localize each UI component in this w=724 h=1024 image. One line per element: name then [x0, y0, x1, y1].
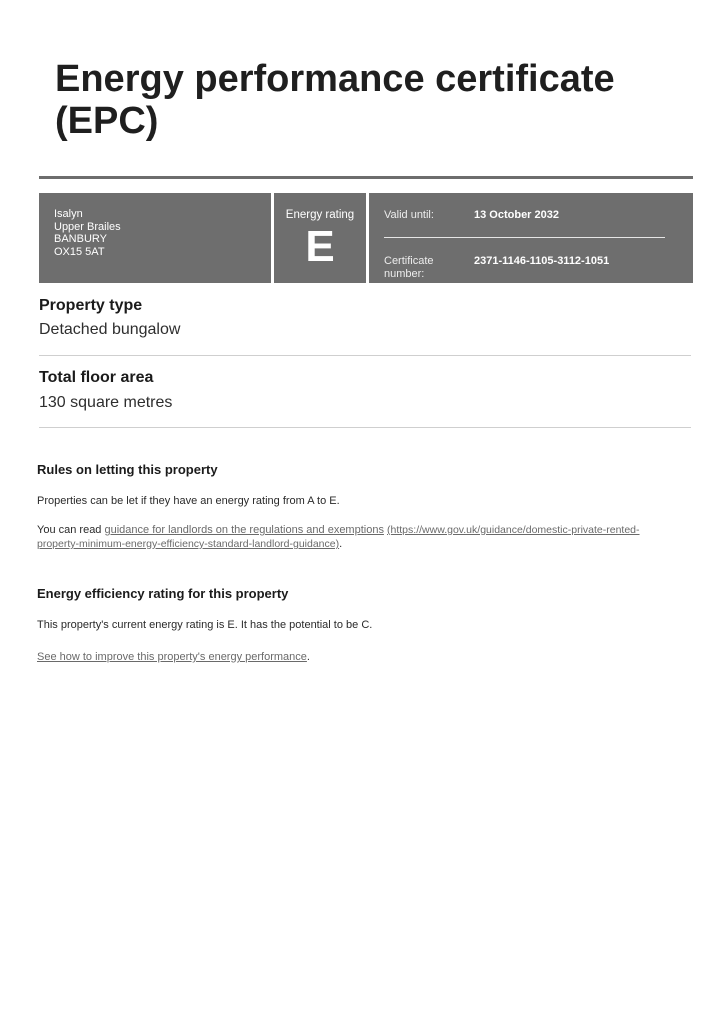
- section-divider: [39, 355, 691, 356]
- property-address: [39, 193, 271, 283]
- certificate-number: 2371-1146-1105-3112-1051: [474, 255, 610, 267]
- landlord-guidance-url[interactable]: (https://www.gov.uk/guidance/domestic-private-rented-property-minimum-energy-efficiency-standard-landlord-guidance): [37, 524, 640, 550]
- page-title-line-2: (EPC): [55, 100, 159, 142]
- title-divider: [39, 176, 693, 179]
- section-divider: [39, 427, 691, 428]
- certificate-number-label: Certificate number:: [384, 255, 434, 280]
- page-title: [55, 58, 675, 142]
- address-line: OX15 5AT: [54, 245, 105, 258]
- meta-divider: [384, 237, 665, 238]
- page-title-line-1: Energy performance certificate: [55, 58, 615, 100]
- floor-area-label: Total floor area: [39, 369, 154, 386]
- address-line: Upper Brailes: [54, 220, 121, 233]
- letting-rules-text: Properties can be let if they have an energy rating from A to E.: [37, 495, 340, 507]
- landlord-guidance-link[interactable]: guidance for landlords on the regulations and exemptions: [104, 524, 384, 536]
- floor-area-value: 130 square metres: [39, 394, 173, 411]
- letting-rules-heading: Rules on letting this property: [37, 462, 218, 477]
- energy-rating-letter: E: [305, 222, 335, 271]
- improve-performance-link[interactable]: See how to improve this property's energy performance: [37, 651, 307, 663]
- address-line: BANBURY: [54, 233, 107, 245]
- energy-efficiency-text: This property's current energy rating is E. It has the potential to be C.: [37, 619, 373, 631]
- property-type-value: Detached bungalow: [39, 321, 181, 338]
- energy-rating-label: Energy rating: [285, 209, 355, 221]
- property-type-label: Property type: [39, 297, 143, 314]
- improve-performance-suffix: .: [306, 651, 310, 663]
- letting-guidance-paragraph: [37, 523, 677, 551]
- address-line: Isalyn: [54, 208, 83, 220]
- energy-efficiency-heading: Energy efficiency rating for this property: [37, 586, 289, 601]
- letting-guidance-prefix: You can read: [37, 524, 105, 536]
- valid-until-label: Valid until:: [384, 209, 434, 221]
- certificate-summary-banner: [39, 193, 693, 283]
- improve-performance-paragraph: [37, 650, 677, 664]
- valid-until-date: 13 October 2032: [474, 209, 559, 221]
- certificate-meta: [369, 193, 693, 283]
- letting-guidance-suffix: .: [339, 538, 343, 550]
- energy-rating-box: [274, 193, 366, 283]
